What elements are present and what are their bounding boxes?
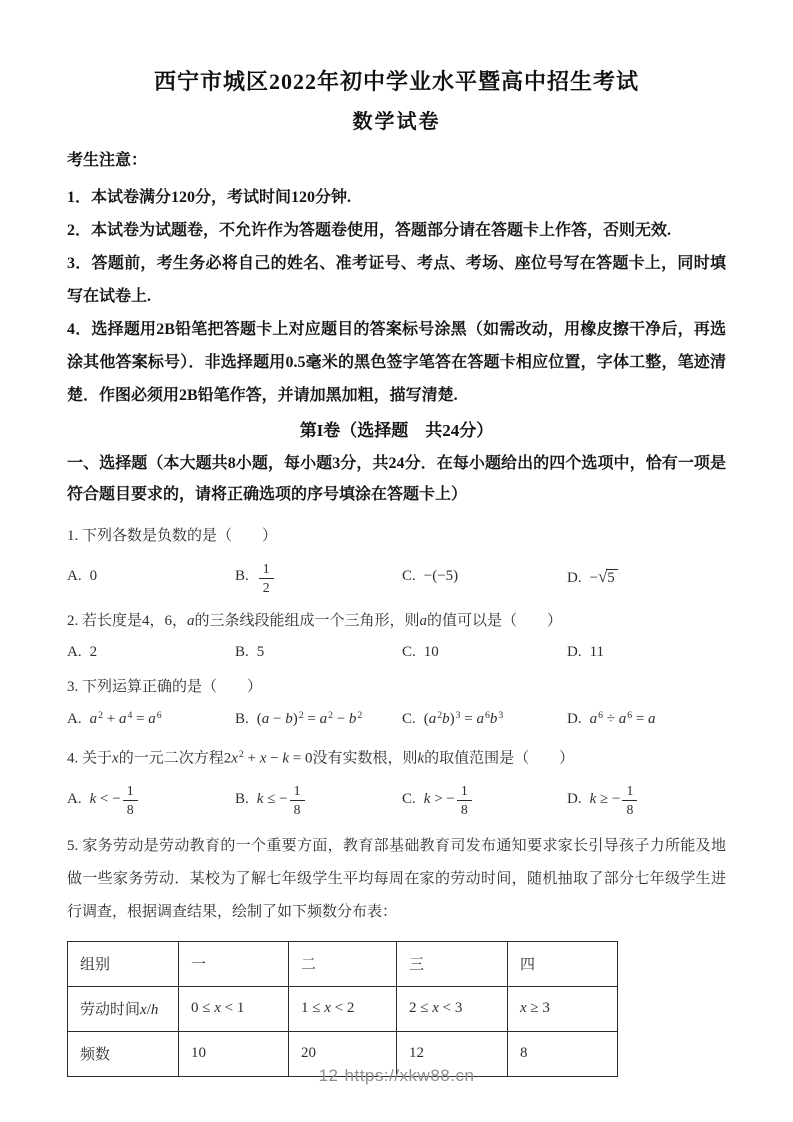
option-value: k ≥ − $\frac{1}{8}$ xyxy=(590,791,640,807)
table-cell: x ≥ 3 xyxy=(508,986,618,1031)
option-label: B. xyxy=(235,643,249,660)
question-2-option-d xyxy=(567,644,726,661)
option-label: C. xyxy=(402,643,416,660)
question-2-options xyxy=(67,644,726,661)
question-3-option-d xyxy=(567,710,726,728)
question-1-option-b xyxy=(235,559,402,595)
exam-title: 西宁市城区2022年初中学业水平暨高中招生考试 xyxy=(153,69,639,94)
option-label: D. xyxy=(567,569,582,586)
option-label: C. xyxy=(402,710,416,727)
section-1-title: 第I卷（选择题 共24分） xyxy=(299,421,494,440)
table-cell: 劳动时间x/h xyxy=(68,986,179,1031)
table-cell: 二 xyxy=(289,941,397,986)
table-cell: 8 xyxy=(508,1031,618,1076)
option-value: k ≤ − $\frac{1}{8}$ xyxy=(257,791,307,807)
option-label: A. xyxy=(67,790,82,807)
notice-item-2: 2．本试卷为试题卷，不允许作为答题卷使用，答题部分请在答题卡上作答，否则无效. xyxy=(67,222,672,239)
question-4-stem: 4. 关于x的一元二次方程$2x^2 + x - k = 0$没有实数根，则k的取值范围是（ ） xyxy=(67,748,575,767)
question-2-option-b xyxy=(235,644,402,661)
question-3-options xyxy=(67,710,726,728)
option-label: D. xyxy=(567,790,582,807)
option-value: −√5 xyxy=(590,570,618,586)
option-label: A. xyxy=(67,643,82,660)
table-cell: 2 ≤ x < 3 xyxy=(397,986,508,1031)
notice-heading: 考生注意： xyxy=(67,152,148,169)
notice-item-4: 4．选择题用2B铅笔把答题卡上对应题目的答案标号涂黑（如需改动，用橡皮擦干净后，再选涂其他答案标号）．非选择题用0.5毫米的黑色签字笔答在答题卡相应位置，字体工整，笔迹清楚．作图必须用2B铅笔作答，并请加黑加粗，描写清楚. xyxy=(67,321,726,404)
option-label: B. xyxy=(235,568,249,585)
option-label: A. xyxy=(67,568,82,585)
question-4-option-b xyxy=(235,781,402,817)
question-1-option-c xyxy=(402,568,567,585)
option-value: $\frac{1}{2}$ xyxy=(257,568,276,584)
table-cell: 0 ≤ x < 1 xyxy=(179,986,289,1031)
question-4-option-c xyxy=(402,781,567,817)
table-cell: 四 xyxy=(508,941,618,986)
question-2-option-c xyxy=(402,644,567,661)
question-4-options xyxy=(67,781,726,817)
table-row-group xyxy=(68,941,618,986)
frequency-table xyxy=(67,941,618,1077)
option-value: 10 xyxy=(423,643,439,660)
table-cell: 三 xyxy=(397,941,508,986)
question-1-stem: 1. 下列各数是负数的是（ ） xyxy=(67,528,278,544)
option-label: D. xyxy=(567,710,582,727)
option-value: k > − $\frac{1}{8}$ xyxy=(424,791,474,807)
question-4-option-d xyxy=(567,781,726,817)
question-2-stem: 2. 若长度是4，6，a的三条线段能组成一个三角形，则a的值可以是（ ） xyxy=(67,612,563,629)
section-1-intro: 一、选择题（本大题共8小题，每小题3分，共24分．在每小题给出的四个选项中，恰有一项是符合题目要求的，请将正确选项的序号填涂在答题卡上） xyxy=(67,455,726,503)
option-value: −(−5) xyxy=(423,568,459,585)
notice-item-3: 3．答题前，考生务必将自己的姓名、准考证号、考点、考场、座位号写在答题卡上，同时填写在试卷上. xyxy=(67,255,726,305)
question-1-option-a xyxy=(67,568,235,585)
notice-item-1: 1．本试卷满分120分，考试时间120分钟. xyxy=(67,189,352,206)
option-value: 0 xyxy=(89,568,98,585)
question-3-option-a xyxy=(67,710,235,728)
exam-subtitle: 数学试卷 xyxy=(352,111,441,133)
question-4-option-a xyxy=(67,781,235,817)
table-cell: 10 xyxy=(179,1031,289,1076)
question-3 xyxy=(67,674,726,728)
question-5-stem: 5. 家务劳动是劳动教育的一个重要方面，教育部基础教育司发布通知要求家长引导孩子力所能及地做一些家务劳动．某校为了解七年级学生平均每周在家的劳动时间，随机抽取了部分七年级学生进行调查，根据调查结果，绘制了如下频数分布表： xyxy=(67,837,726,920)
option-value: 5 xyxy=(256,643,265,660)
option-value: $(a^2b)^3 = a^6b^3$ xyxy=(423,709,504,727)
option-label: A. xyxy=(67,710,82,727)
question-1-option-d xyxy=(567,567,726,587)
question-2-option-a xyxy=(67,644,235,661)
table-cell: 组别 xyxy=(68,941,179,986)
page-number: 12 xyxy=(318,1066,339,1085)
table-row-time xyxy=(68,986,618,1031)
question-4 xyxy=(67,741,726,817)
table-cell: 频数 xyxy=(68,1031,179,1076)
option-value: $a^6 \div a^6 = a$ xyxy=(589,709,656,727)
table-cell: 20 xyxy=(289,1031,397,1076)
question-3-option-b xyxy=(235,710,402,728)
option-value: 11 xyxy=(589,643,605,660)
option-label: B. xyxy=(235,790,249,807)
question-2 xyxy=(67,608,726,661)
option-value: 2 xyxy=(89,643,98,660)
option-label: C. xyxy=(402,568,416,585)
question-3-option-c xyxy=(402,710,567,728)
question-5 xyxy=(67,830,726,1077)
table-cell: 12 xyxy=(397,1031,508,1076)
table-cell: 一 xyxy=(179,941,289,986)
option-label: C. xyxy=(402,790,416,807)
question-1 xyxy=(67,523,726,595)
option-label: D. xyxy=(567,643,582,660)
option-value: k < − $\frac{1}{8}$ xyxy=(90,791,140,807)
question-3-stem: 3. 下列运算正确的是（ ） xyxy=(67,678,263,695)
watermark-url: https://xkw88.cn xyxy=(344,1066,475,1085)
option-label: B. xyxy=(235,710,249,727)
table-cell: 1 ≤ x < 2 xyxy=(289,986,397,1031)
option-value: $(a - b)^2 = a^2 - b^2$ xyxy=(256,709,363,727)
page-footer xyxy=(0,1066,793,1086)
question-1-options xyxy=(67,559,726,595)
option-value: $a^2 + a^4 = a^6$ xyxy=(89,709,162,727)
